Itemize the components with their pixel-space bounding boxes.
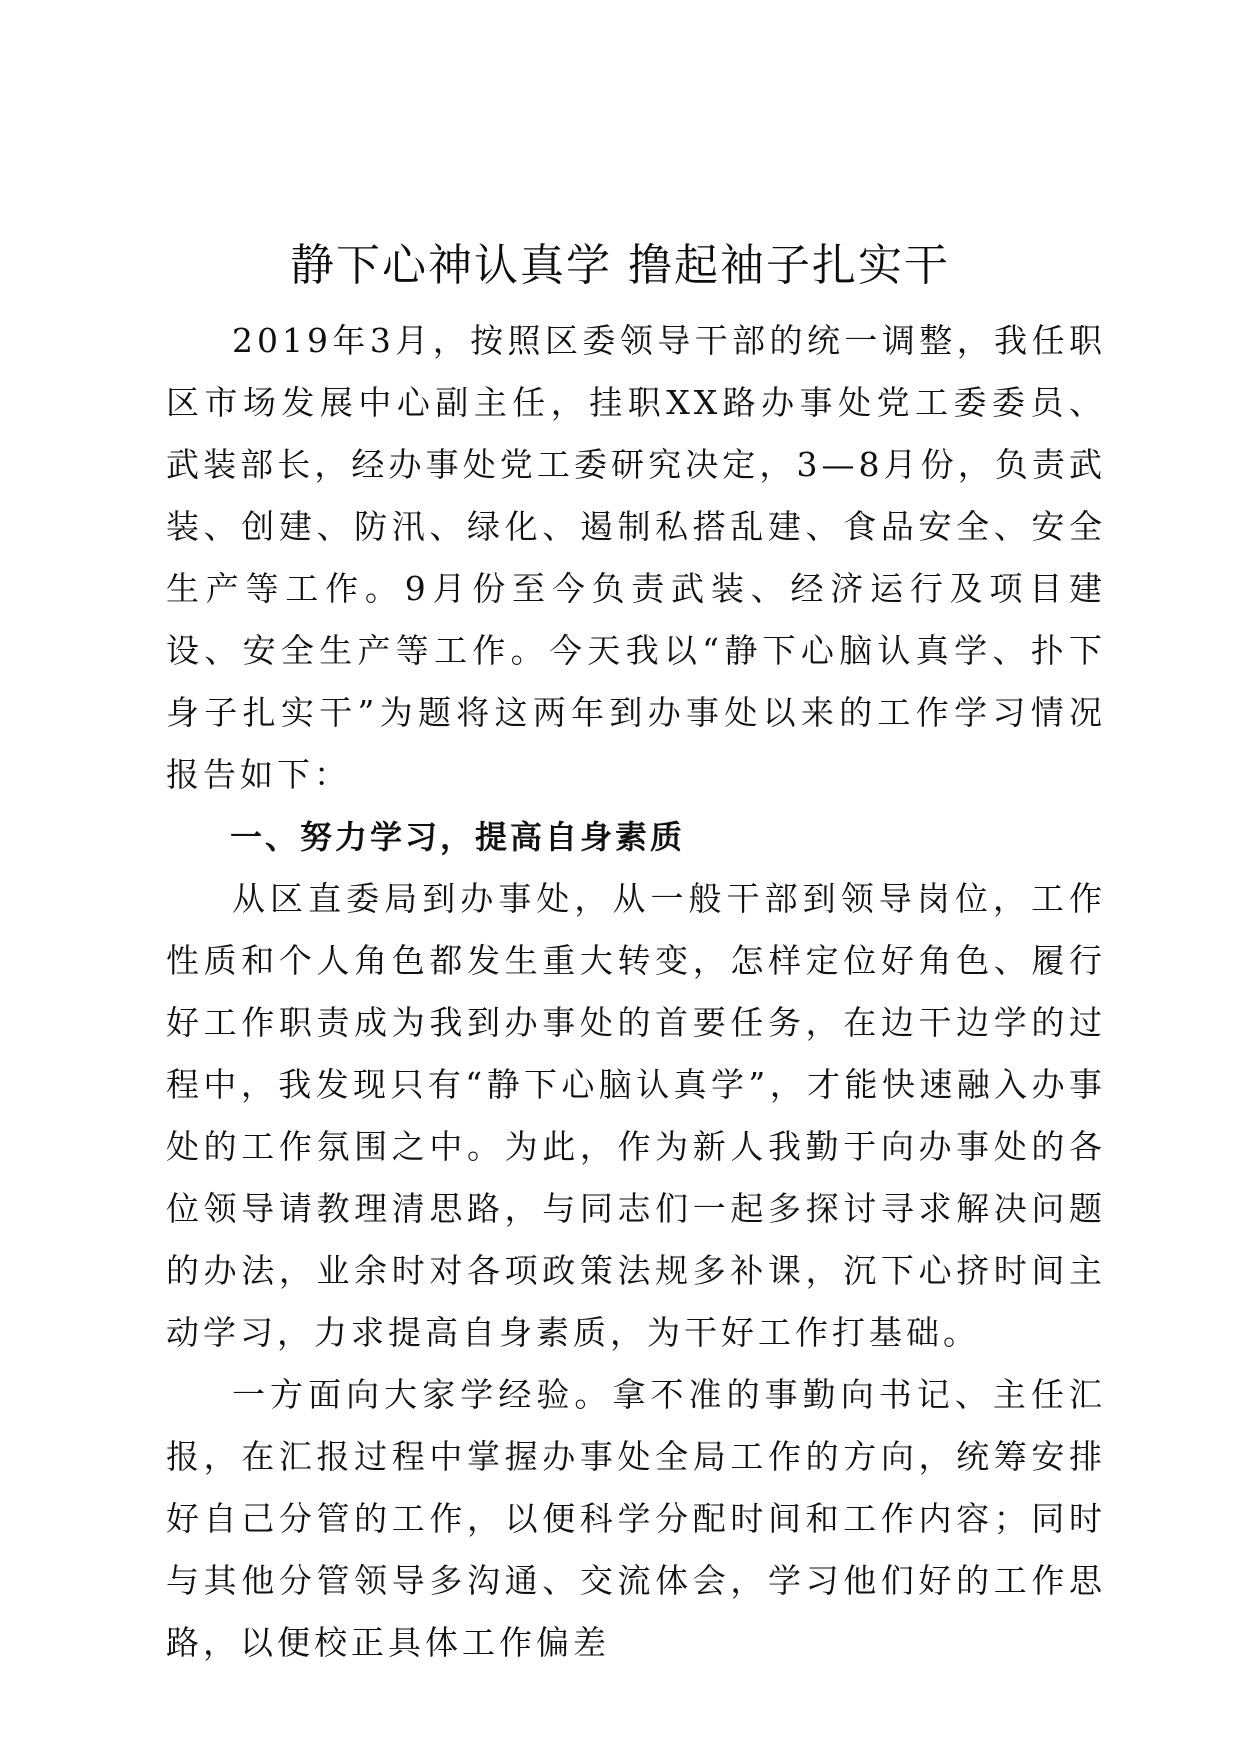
paragraph-study: 从区直委局到办事处，从一般干部到领导岗位，工作性质和个人角色都发生重大转变，怎样定位好角色、履行好工作职责成为我到办事处的首要任务，在边干边学的过程中，我发现只有“静下心脑认真学”，才能快速融入办事处的工作氛围之中。为此，作为新人我勤于向办事处的各位领导请教理清思路，与同志们一起多探讨寻求解决问题的办法，业余时对各项政策法规多补课，沉下心挤时间主动学习，力求提高自身素质，为干好工作打基础。 bbox=[166, 879, 1106, 1352]
document-title: 静下心神认真学 撸起袖子扎实干 bbox=[290, 240, 950, 291]
section-heading-1: 一、努力学习，提高自身素质 bbox=[230, 818, 686, 856]
document-body bbox=[166, 310, 1106, 1674]
paragraph-intro: 2019年3月，按照区委领导干部的统一调整，我任职区市场发展中心副主任，挂职XX路办事处党工委委员、武装部长，经办事处党工委研究决定，3—8月份，负责武装、创建、防汛、绿化、遏制私搭乱建、食品安全、安全生产等工作。9月份至今负责武装、经济运行及项目建设、安全生产等工作。今天我以“静下心脑认真学、扑下身子扎实干”为题将这两年到办事处以来的工作学习情况报告如下： bbox=[166, 321, 1106, 794]
paragraph-experience: 一方面向大家学经验。拿不准的事勤向书记、主任汇报，在汇报过程中掌握办事处全局工作的方向，统筹安排好自己分管的工作，以便科学分配时间和工作内容；同时与其他分管领导多沟通、交流体会，学习他们好的工作思路，以便校正具体工作偏差 bbox=[166, 1375, 1106, 1662]
